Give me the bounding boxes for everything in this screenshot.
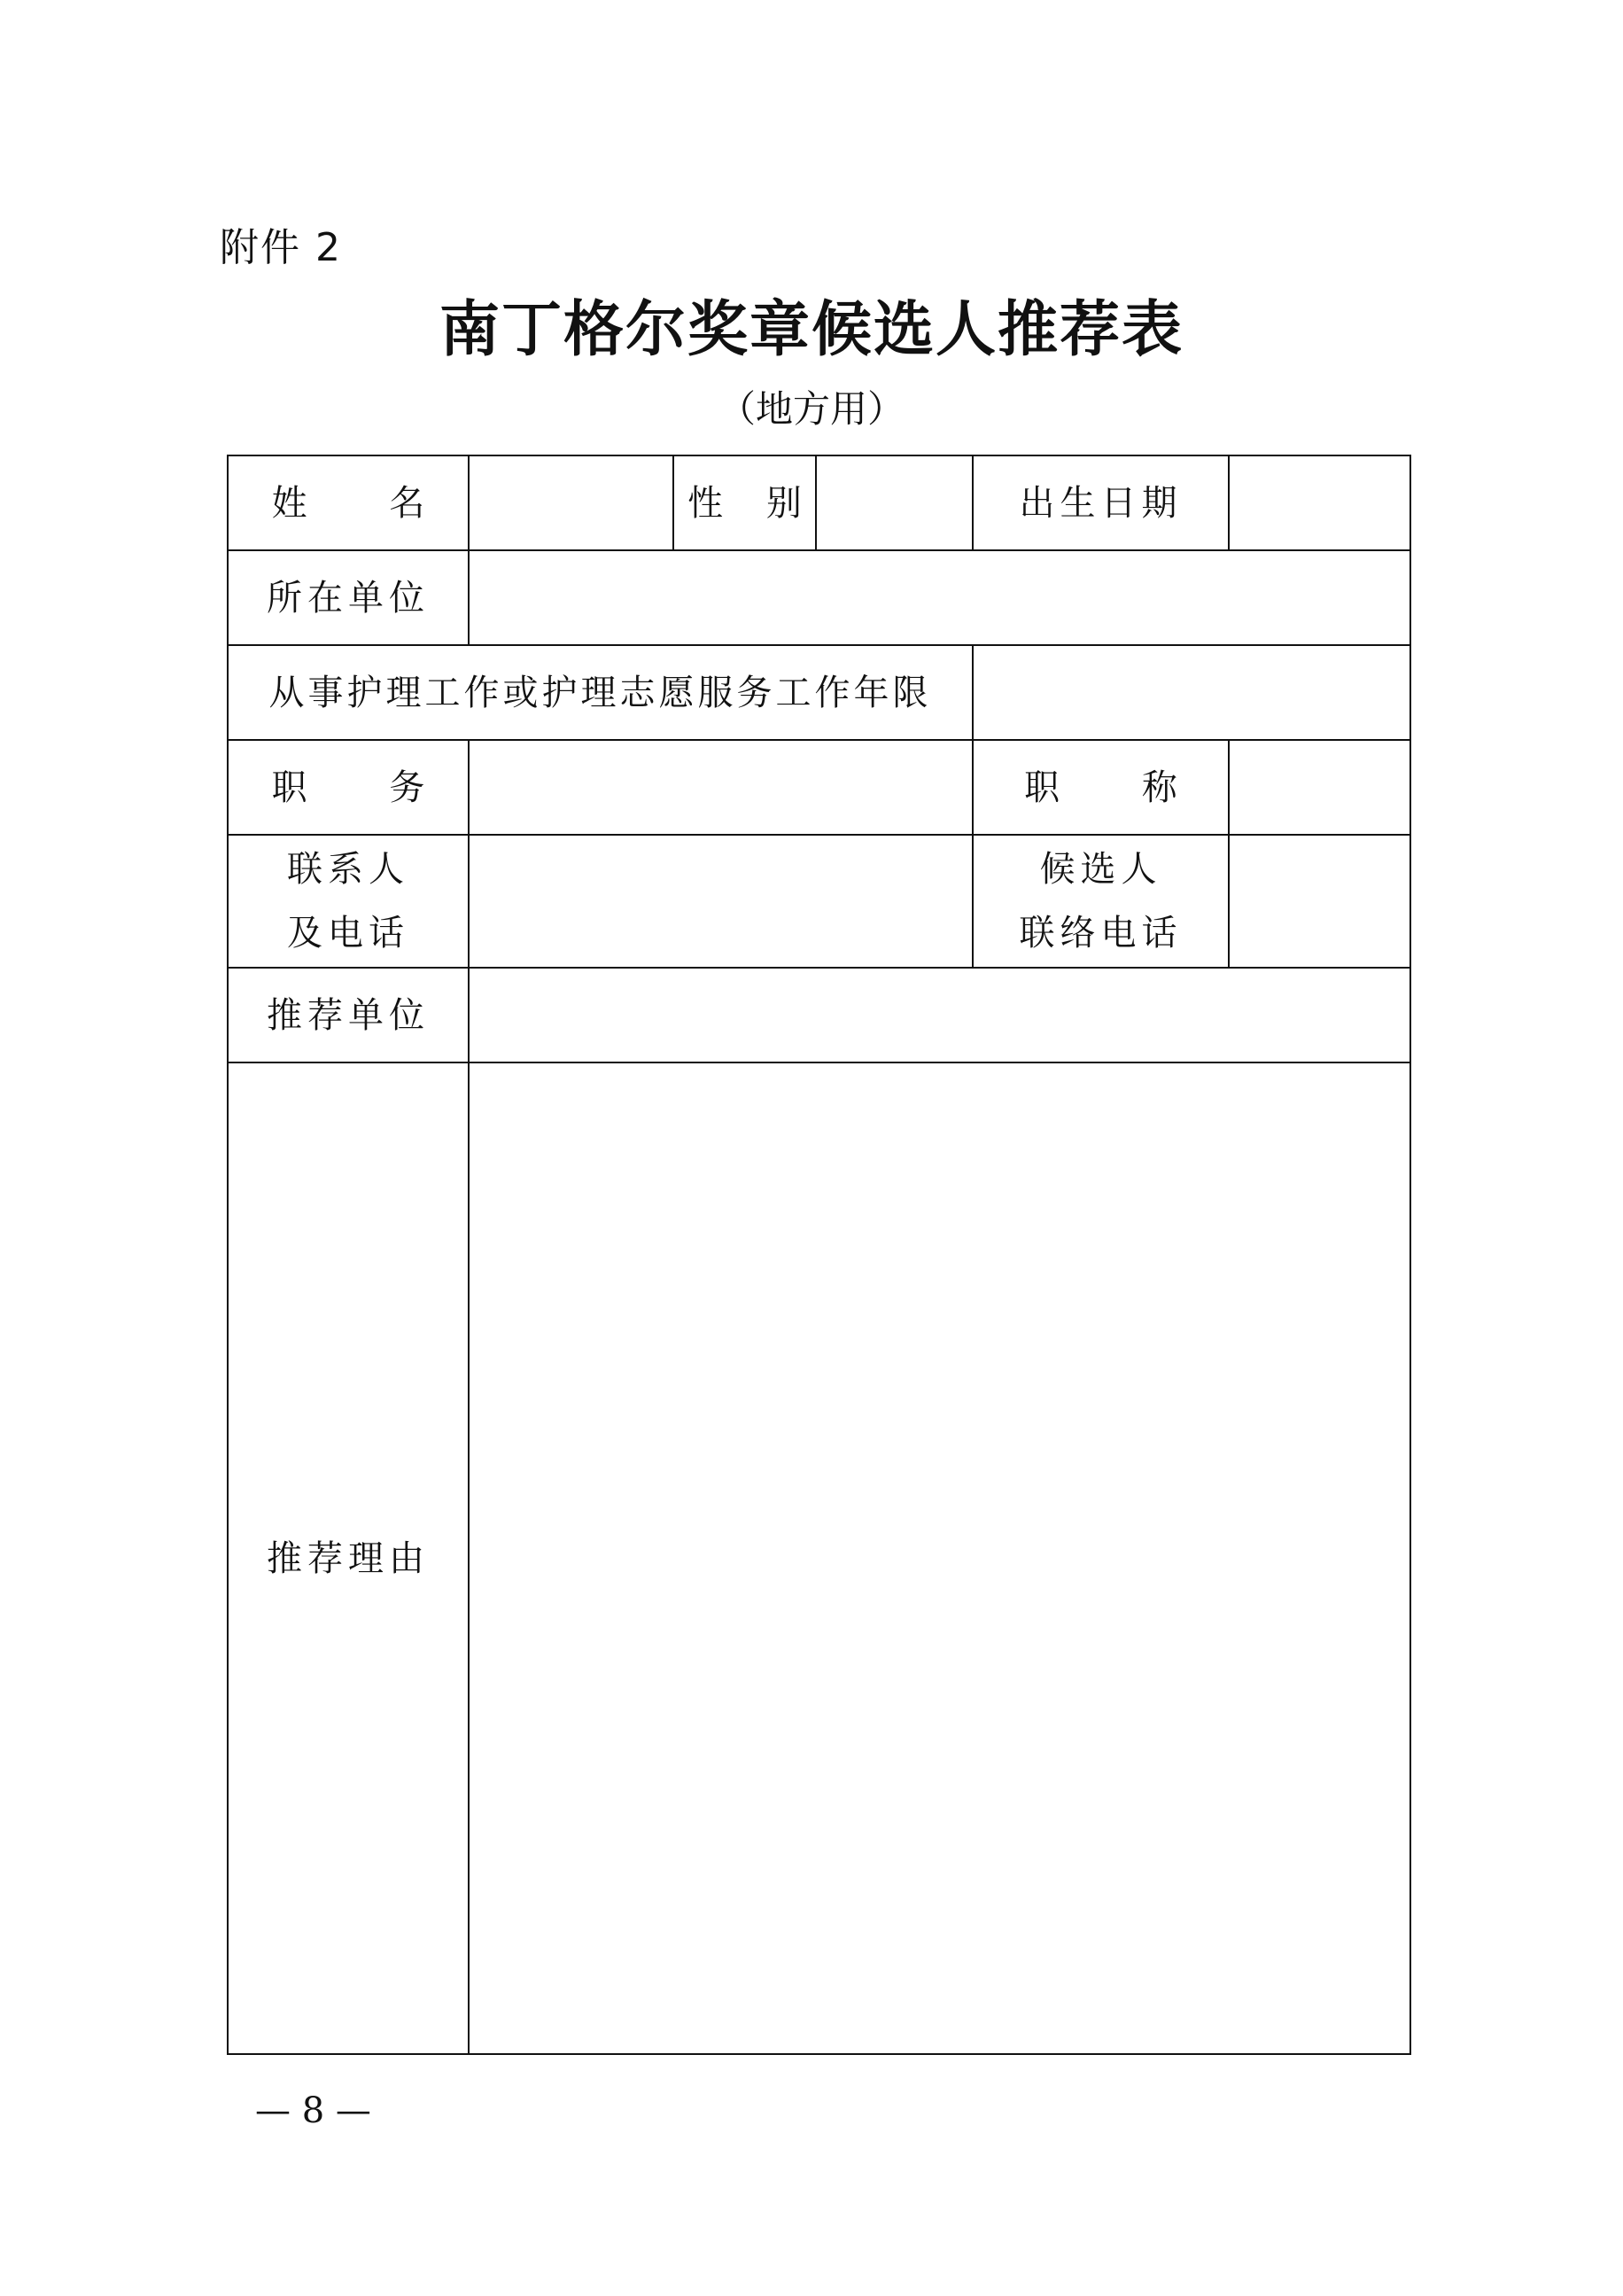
form-row-recommender [228,968,1410,1062]
birth-date-label: 出生日期 [1019,482,1183,524]
service-years-label-cell [228,645,973,740]
recommender-value-cell[interactable] [469,968,1410,1062]
contact-label-cell [228,835,469,968]
recommendation-form-table [227,455,1411,2055]
position-label: 职 务 [271,767,461,808]
name-label-cell [228,455,469,550]
page-number: — 8 — [255,2090,371,2131]
page-title: 南丁格尔奖章候选人推荐表 [439,294,1184,365]
candidate-phone-label-cell [973,835,1229,968]
page-subtitle: （地方用） [718,387,905,431]
recommender-label: 推荐单位 [267,994,430,1036]
recommender-label-cell [228,968,469,1062]
form-row-position [228,740,1410,835]
contact-label-line2: 及电话 [287,913,409,953]
service-years-value-cell[interactable] [973,645,1410,740]
birth-date-value-cell[interactable] [1229,455,1410,550]
reason-label-cell [228,1062,469,2054]
candidate-phone-label-line1: 候选人 [1039,849,1162,890]
attachment-label: 附件 2 [220,225,342,270]
unit-label: 所在单位 [267,577,430,619]
professional-title-value-cell[interactable] [1229,740,1410,835]
position-label-cell [228,740,469,835]
form-row-service-years [228,645,1410,740]
gender-value-cell[interactable] [816,455,973,550]
contact-label-line1: 联系人 [287,849,409,890]
unit-label-cell [228,550,469,645]
name-label: 姓 名 [271,482,461,524]
gender-label: 性 别 [687,482,818,524]
form-row-reason [228,1062,1410,2054]
gender-label-cell [673,455,816,550]
form-row-unit [228,550,1410,645]
professional-title-label-cell [973,740,1229,835]
birth-date-label-cell [973,455,1229,550]
form-row-contact [228,835,1410,968]
reason-label: 推荐理由 [267,1537,430,1579]
name-value-cell[interactable] [469,455,673,550]
professional-title-label: 职 称 [1024,767,1213,808]
reason-value-cell[interactable] [469,1062,1410,2054]
candidate-phone-label-line2: 联络电话 [1019,913,1183,953]
service-years-label: 从事护理工作或护理志愿服务工作年限 [268,672,932,713]
position-value-cell[interactable] [469,740,973,835]
candidate-phone-value-cell[interactable] [1229,835,1410,968]
form-row-basic-info [228,455,1410,550]
unit-value-cell[interactable] [469,550,1410,645]
contact-value-cell[interactable] [469,835,973,968]
